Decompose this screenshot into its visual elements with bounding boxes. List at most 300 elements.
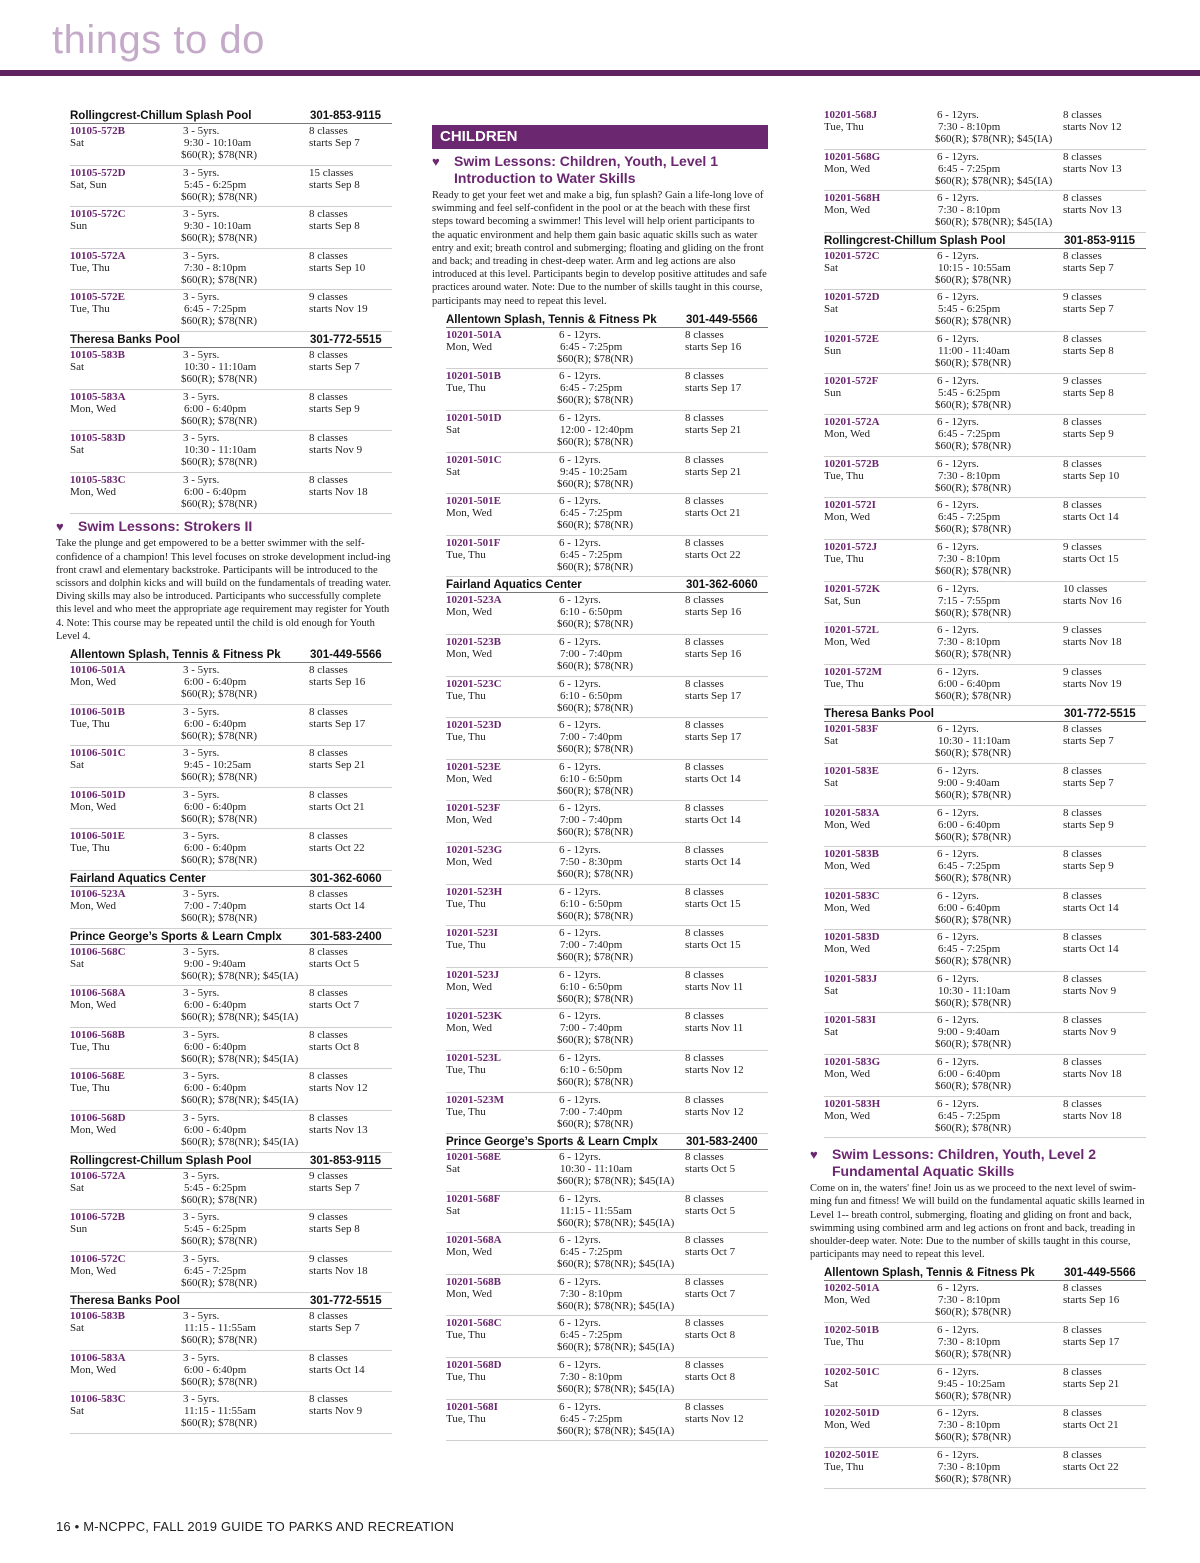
class-code: 10202-501E <box>824 1448 879 1461</box>
class-fee: $60(R); $78(NR) <box>935 747 1012 760</box>
class-age: 6 - 12yrs. <box>559 1051 601 1064</box>
venue-header <box>446 1134 768 1150</box>
class-entry <box>446 536 768 578</box>
class-code: 10201-583A <box>824 806 880 819</box>
class-count: 8 classes <box>1063 416 1102 429</box>
class-entry <box>824 1013 1146 1055</box>
class-age: 3 - 5yrs. <box>183 166 220 179</box>
class-entry <box>446 369 768 411</box>
class-start: starts Nov 11 <box>685 1022 744 1035</box>
class-days: Mon, Wed <box>824 1419 870 1432</box>
class-count: 8 classes <box>1063 1282 1102 1295</box>
class-count: 8 classes <box>1063 806 1102 819</box>
class-start: starts Sep 17 <box>685 382 742 395</box>
class-time: 7:00 - 7:40pm <box>184 899 247 912</box>
class-days: Sat <box>824 303 839 316</box>
class-fee: $60(R); $78(NR) <box>557 394 634 407</box>
class-entry <box>70 1351 392 1393</box>
class-days: Mon, Wed <box>824 636 870 649</box>
class-fee: $60(R); $78(NR) <box>181 854 258 867</box>
venue-phone: 301-853-9115 <box>310 1154 381 1167</box>
class-time: 11:00 - 11:40am <box>938 344 1010 357</box>
class-fee: $60(R); $78(NR) <box>935 913 1012 926</box>
class-age: 3 - 5yrs. <box>183 663 220 676</box>
class-count: 8 classes <box>685 1234 724 1247</box>
class-start: starts Sep 9 <box>1063 818 1114 831</box>
course-title <box>56 518 392 535</box>
class-start: starts Oct 14 <box>685 855 741 868</box>
class-entry <box>70 1111 392 1153</box>
class-days: Sat <box>824 261 839 274</box>
venue-phone: 301-449-5566 <box>686 313 758 326</box>
class-time: 10:30 - 11:10am <box>560 1163 633 1176</box>
class-fee: $60(R); $78(NR); $45(IA) <box>935 216 1053 229</box>
class-entry <box>824 847 1146 889</box>
class-code: 10201-583E <box>824 764 879 777</box>
class-start: starts Sep 17 <box>685 731 742 744</box>
class-code: 10201-523G <box>446 843 503 856</box>
class-start: starts Sep 7 <box>1063 776 1114 789</box>
class-code: 10201-572B <box>824 457 879 470</box>
class-start: starts Sep 16 <box>1063 1294 1120 1307</box>
class-fee: $60(R); $78(NR) <box>557 1034 634 1047</box>
class-age: 3 - 5yrs. <box>183 348 220 361</box>
class-start: starts Sep 9 <box>309 402 360 415</box>
class-count: 8 classes <box>309 1310 348 1323</box>
class-count: 8 classes <box>685 1051 724 1064</box>
class-age: 6 - 12yrs. <box>937 291 979 304</box>
class-entry <box>70 1069 392 1111</box>
class-count: 8 classes <box>309 830 348 843</box>
class-time: 7:30 - 8:10pm <box>938 552 1001 565</box>
class-count: 8 classes <box>685 594 724 607</box>
heart-icon: ♥ <box>56 519 64 535</box>
class-code: 10201-523A <box>446 594 502 607</box>
venue-phone: 301-772-5515 <box>310 1295 382 1308</box>
venue-phone: 301-583-2400 <box>310 930 382 943</box>
venue-name: Theresa Banks Pool <box>70 1295 180 1308</box>
class-fee: $60(R); $78(NR) <box>557 352 634 365</box>
class-count: 9 classes <box>309 1252 348 1265</box>
class-fee: $60(R); $78(NR) <box>557 560 634 573</box>
class-days: Mon, Wed <box>70 800 116 813</box>
class-fee: $60(R); $78(NR) <box>181 911 258 924</box>
class-code: 10201-568B <box>446 1275 501 1288</box>
class-age: 6 - 12yrs. <box>559 677 601 690</box>
class-age: 3 - 5yrs. <box>183 1111 220 1124</box>
class-age: 6 - 12yrs. <box>559 802 601 815</box>
class-code: 10201-572J <box>824 540 878 553</box>
class-code: 10105-572E <box>70 291 125 304</box>
class-time: 6:00 - 6:40pm <box>184 999 247 1012</box>
class-time: 9:45 - 10:25am <box>560 465 628 478</box>
class-count: 8 classes <box>685 1317 724 1330</box>
class-start: starts Sep 17 <box>309 717 366 730</box>
class-start: starts Nov 13 <box>1063 204 1122 217</box>
class-entry <box>824 1365 1146 1407</box>
class-days: Mon, Wed <box>70 999 116 1012</box>
class-days: Tue, Thu <box>446 1371 486 1384</box>
class-fee: $60(R); $78(NR) <box>557 618 634 631</box>
class-code: 10201-572C <box>824 249 880 262</box>
class-entry <box>70 124 392 166</box>
class-entry <box>446 453 768 495</box>
class-code: 10201-523B <box>446 635 501 648</box>
class-code: 10201-568E <box>446 1151 501 1164</box>
class-count: 8 classes <box>309 473 348 486</box>
heart-icon: ♥ <box>432 154 440 169</box>
class-age: 3 - 5yrs. <box>183 705 220 718</box>
class-fee: $60(R); $78(NR) <box>935 788 1012 801</box>
class-entry <box>824 582 1146 624</box>
class-time: 6:00 - 6:40pm <box>938 677 1001 690</box>
class-days: Mon, Wed <box>446 855 492 868</box>
class-age: 6 - 12yrs. <box>937 582 979 595</box>
class-code: 10106-568B <box>70 1028 125 1041</box>
class-time: 7:30 - 8:10pm <box>938 636 1001 649</box>
class-days: Tue, Thu <box>446 1329 486 1342</box>
class-days: Mon, Wed <box>446 647 492 660</box>
class-count: 8 classes <box>1063 1407 1102 1420</box>
class-code: 10201-572D <box>824 291 880 304</box>
class-fee: $60(R); $78(NR) <box>181 1235 258 1248</box>
class-start: starts Oct 5 <box>685 1204 736 1217</box>
class-list <box>56 945 392 1153</box>
class-days: Mon, Wed <box>70 899 116 912</box>
class-code: 10105-572B <box>70 125 125 137</box>
class-days: Mon, Wed <box>446 606 492 619</box>
class-age: 3 - 5yrs. <box>183 1393 220 1406</box>
class-fee: $60(R); $78(NR) <box>181 190 258 203</box>
venue-header <box>70 108 392 124</box>
class-age: 6 - 12yrs. <box>937 540 979 553</box>
class-code: 10201-572A <box>824 416 880 429</box>
class-days: Mon, Wed <box>70 1123 116 1136</box>
class-count: 8 classes <box>1063 972 1102 985</box>
class-entry <box>70 348 392 390</box>
class-fee: $60(R); $78(NR) <box>935 356 1012 369</box>
class-time: 6:45 - 7:25pm <box>938 860 1001 873</box>
class-code: 10201-501C <box>446 453 502 466</box>
class-entry <box>70 746 392 788</box>
class-age: 3 - 5yrs. <box>183 1169 220 1182</box>
class-count: 8 classes <box>309 705 348 718</box>
class-start: starts Nov 13 <box>309 1123 368 1136</box>
class-age: 3 - 5yrs. <box>183 390 220 403</box>
class-entry <box>70 431 392 473</box>
class-fee: $60(R); $78(NR) <box>181 497 258 510</box>
class-count: 8 classes <box>685 453 724 466</box>
course-title-text: Swim Lessons: Children, Youth, Level 1 Introduction to Water Skills <box>454 153 718 186</box>
class-days: Mon, Wed <box>70 402 116 415</box>
class-fee: $60(R); $78(NR) <box>557 1117 634 1130</box>
class-count: 8 classes <box>309 348 348 361</box>
class-time: 7:00 - 7:40pm <box>560 1022 623 1035</box>
class-count: 8 classes <box>309 1028 348 1041</box>
class-code: 10201-501E <box>446 495 501 508</box>
class-entry <box>446 1316 768 1358</box>
class-code: 10106-583C <box>70 1393 126 1406</box>
class-days: Mon, Wed <box>446 1022 492 1035</box>
class-count: 8 classes <box>1063 457 1102 470</box>
class-time: 7:30 - 8:10pm <box>938 1419 1001 1432</box>
class-start: starts Oct 15 <box>685 897 741 910</box>
class-fee: $60(R); $78(NR); $45(IA) <box>181 1052 299 1065</box>
class-entry <box>824 972 1146 1014</box>
class-time: 6:10 - 6:50pm <box>560 897 623 910</box>
class-start: starts Sep 21 <box>685 465 742 478</box>
class-start: starts Nov 9 <box>309 444 363 457</box>
class-count: 8 classes <box>309 1393 348 1406</box>
class-time: 7:30 - 8:10pm <box>938 121 1001 133</box>
class-code: 10201-501D <box>446 412 502 425</box>
class-entry <box>70 1210 392 1252</box>
class-entry <box>824 540 1146 582</box>
class-count: 8 classes <box>1063 332 1102 345</box>
class-list <box>432 328 768 578</box>
venue-header <box>824 706 1146 722</box>
class-time: 7:30 - 8:10pm <box>938 1460 1001 1473</box>
class-days: Sun <box>70 1223 88 1236</box>
class-code: 10201-523K <box>446 1010 503 1023</box>
class-fee: $60(R); $78(NR) <box>935 398 1012 411</box>
class-days: Sat <box>446 424 461 437</box>
class-age: 6 - 12yrs. <box>937 416 979 429</box>
class-fee: $60(R); $78(NR) <box>935 955 1012 968</box>
class-entry <box>70 788 392 830</box>
class-start: starts Oct 22 <box>685 548 741 561</box>
class-count: 8 classes <box>685 927 724 940</box>
class-age: 3 - 5yrs. <box>183 1351 220 1364</box>
class-days: Mon, Wed <box>446 772 492 785</box>
class-count: 8 classes <box>309 1111 348 1124</box>
class-time: 7:30 - 8:10pm <box>184 261 247 274</box>
class-code: 10201-583H <box>824 1097 881 1110</box>
class-fee: $60(R); $78(NR); $45(IA) <box>181 1135 299 1148</box>
class-start: starts Nov 19 <box>1063 677 1122 690</box>
class-code: 10106-583A <box>70 1351 126 1364</box>
venue-phone: 301-362-6060 <box>310 872 382 885</box>
class-age: 6 - 12yrs. <box>559 635 601 648</box>
section-header-children: CHILDREN <box>432 125 768 149</box>
class-time: 7:30 - 8:10pm <box>560 1371 623 1384</box>
class-age: 6 - 12yrs. <box>937 723 979 736</box>
class-fee: $60(R); $78(NR); $45(IA) <box>557 1299 675 1312</box>
class-entry <box>70 1309 392 1351</box>
class-days: Tue, Thu <box>824 677 864 690</box>
class-entry <box>70 290 392 332</box>
class-age: 6 - 12yrs. <box>937 624 979 637</box>
class-start: starts Sep 8 <box>309 220 360 233</box>
class-age: 3 - 5yrs. <box>183 208 220 221</box>
class-count: 8 classes <box>1063 109 1102 121</box>
class-code: 10105-583D <box>70 432 126 445</box>
class-count: 9 classes <box>309 1211 348 1224</box>
class-days: Tue, Thu <box>70 1082 110 1095</box>
class-start: starts Oct 7 <box>685 1246 736 1259</box>
class-count: 8 classes <box>1063 848 1102 861</box>
class-fee: $60(R); $78(NR) <box>557 826 634 839</box>
class-start: starts Nov 19 <box>309 303 368 316</box>
class-count: 9 classes <box>1063 540 1102 553</box>
class-count: 8 classes <box>685 677 724 690</box>
class-age: 6 - 12yrs. <box>559 885 601 898</box>
course-title-text: Swim Lessons: Children, Youth, Level 2 Fundamental Aquatic Skills <box>832 1146 1096 1180</box>
class-days: Sat, Sun <box>824 594 861 607</box>
class-time: 7:30 - 8:10pm <box>938 1294 1001 1307</box>
class-time: 6:00 - 6:40pm <box>938 1068 1001 1081</box>
venue-phone: 301-583-2400 <box>686 1136 758 1149</box>
class-code: 10106-568D <box>70 1111 126 1124</box>
class-start: starts Oct 14 <box>309 1363 365 1376</box>
class-start: starts Sep 21 <box>1063 1377 1120 1390</box>
class-fee: $60(R); $78(NR) <box>935 996 1012 1009</box>
class-entry <box>446 328 768 370</box>
venue-phone: 301-362-6060 <box>686 579 758 592</box>
class-count: 8 classes <box>685 1275 724 1288</box>
class-time: 11:15 - 11:55am <box>184 1322 256 1335</box>
class-days: Sat <box>824 776 839 789</box>
class-age: 6 - 12yrs. <box>559 1359 601 1372</box>
class-start: starts Nov 9 <box>1063 1026 1117 1039</box>
class-fee: $60(R); $78(NR) <box>181 273 258 286</box>
class-code: 10201-523J <box>446 968 500 981</box>
class-entry <box>824 1055 1146 1097</box>
class-days: Sat <box>824 1377 839 1390</box>
class-start: starts Nov 12 <box>309 1082 368 1095</box>
venue-header <box>70 1153 392 1169</box>
class-age: 3 - 5yrs. <box>183 788 220 801</box>
class-time: 6:00 - 6:40pm <box>184 800 247 813</box>
class-fee: $60(R); $78(NR) <box>181 1193 258 1206</box>
class-age: 3 - 5yrs. <box>183 1310 220 1323</box>
class-start: starts Oct 5 <box>685 1163 736 1176</box>
class-entry <box>70 249 392 291</box>
class-start: starts Sep 21 <box>685 424 742 437</box>
class-code: 10201-568A <box>446 1234 502 1247</box>
venue-header <box>824 233 1146 249</box>
class-time: 6:00 - 6:40pm <box>184 842 247 855</box>
class-count: 8 classes <box>685 370 724 383</box>
class-entry <box>446 1400 768 1442</box>
class-age: 6 - 12yrs. <box>937 499 979 512</box>
class-time: 5:45 - 6:25pm <box>938 386 1001 399</box>
header-rule <box>0 70 1200 76</box>
class-count: 8 classes <box>685 1400 724 1413</box>
class-time: 10:30 - 11:10am <box>938 984 1011 997</box>
class-entry <box>70 473 392 515</box>
class-entry <box>446 926 768 968</box>
class-age: 6 - 12yrs. <box>559 412 601 425</box>
class-code: 10201-568F <box>446 1192 501 1205</box>
venue-name: Fairland Aquatics Center <box>446 579 582 592</box>
column-1 <box>56 108 392 1434</box>
class-fee: $60(R); $78(NR) <box>181 315 258 328</box>
class-time: 6:10 - 6:50pm <box>560 689 623 702</box>
class-time: 9:00 - 9:40am <box>938 1026 1000 1039</box>
class-fee: $60(R); $78(NR); $45(IA) <box>935 174 1053 187</box>
class-count: 8 classes <box>685 495 724 508</box>
class-entry <box>70 1028 392 1070</box>
class-code: 10201-523C <box>446 677 502 690</box>
class-entry <box>446 1150 768 1192</box>
class-start: starts Oct 7 <box>309 999 360 1012</box>
class-entry <box>824 290 1146 332</box>
class-age: 6 - 12yrs. <box>937 848 979 861</box>
class-count: 10 classes <box>1063 582 1108 595</box>
venue-name: Theresa Banks Pool <box>70 333 180 346</box>
class-start: starts Nov 18 <box>309 485 368 498</box>
class-entry <box>446 1051 768 1093</box>
class-fee: $60(R); $78(NR) <box>557 867 634 880</box>
class-count: 8 classes <box>309 987 348 1000</box>
class-code: 10106-572C <box>70 1252 126 1265</box>
class-entry <box>446 760 768 802</box>
class-age: 6 - 12yrs. <box>937 457 979 470</box>
class-days: Mon, Wed <box>70 675 116 688</box>
class-fee: $60(R); $78(NR) <box>935 273 1012 286</box>
class-time: 12:00 - 12:40pm <box>560 424 634 437</box>
class-list <box>56 124 392 332</box>
class-age: 6 - 12yrs. <box>937 332 979 345</box>
class-age: 3 - 5yrs. <box>183 747 220 760</box>
class-start: starts Sep 16 <box>685 647 742 660</box>
class-count: 8 classes <box>1063 723 1102 736</box>
class-start: starts Sep 8 <box>1063 344 1114 357</box>
venue-phone: 301-449-5566 <box>1064 1267 1136 1280</box>
class-age: 6 - 12yrs. <box>937 1097 979 1110</box>
column-2 <box>432 125 768 1441</box>
class-time: 6:10 - 6:50pm <box>560 980 623 993</box>
venue-phone: 301-853-9115 <box>1064 234 1135 247</box>
class-start: starts Oct 8 <box>685 1371 736 1384</box>
class-time: 6:00 - 6:40pm <box>184 1123 247 1136</box>
class-entry <box>824 623 1146 665</box>
class-start: starts Nov 18 <box>1063 1109 1122 1122</box>
class-fee: $60(R); $78(NR) <box>181 1276 258 1289</box>
class-entry <box>70 390 392 432</box>
class-fee: $60(R); $78(NR) <box>935 1306 1012 1319</box>
class-list <box>432 1150 768 1441</box>
class-days: Tue, Thu <box>70 1040 110 1053</box>
class-age: 6 - 12yrs. <box>559 968 601 981</box>
class-fee: $60(R); $78(NR); $45(IA) <box>557 1175 675 1188</box>
class-fee: $60(R); $78(NR) <box>935 1121 1012 1134</box>
class-count: 9 classes <box>309 291 348 304</box>
class-entry <box>824 415 1146 457</box>
class-start: starts Oct 21 <box>1063 1419 1119 1432</box>
class-code: 10202-501B <box>824 1324 879 1337</box>
course-title <box>810 1146 1146 1180</box>
class-days: Tue, Thu <box>70 717 110 730</box>
class-entry <box>446 677 768 719</box>
class-code: 10201-572L <box>824 624 879 637</box>
class-list <box>810 1281 1146 1489</box>
class-entry <box>446 968 768 1010</box>
class-days: Sat <box>70 957 85 970</box>
class-days: Mon, Wed <box>446 340 492 353</box>
class-code: 10106-501B <box>70 705 125 718</box>
class-entry <box>70 705 392 747</box>
class-count: 8 classes <box>685 760 724 773</box>
class-code: 10201-568H <box>824 192 881 205</box>
class-age: 6 - 12yrs. <box>559 594 601 607</box>
class-age: 6 - 12yrs. <box>559 927 601 940</box>
class-entry <box>824 332 1146 374</box>
class-fee: $60(R); $78(NR) <box>935 830 1012 843</box>
class-count: 8 classes <box>685 1010 724 1023</box>
class-age: 6 - 12yrs. <box>937 806 979 819</box>
